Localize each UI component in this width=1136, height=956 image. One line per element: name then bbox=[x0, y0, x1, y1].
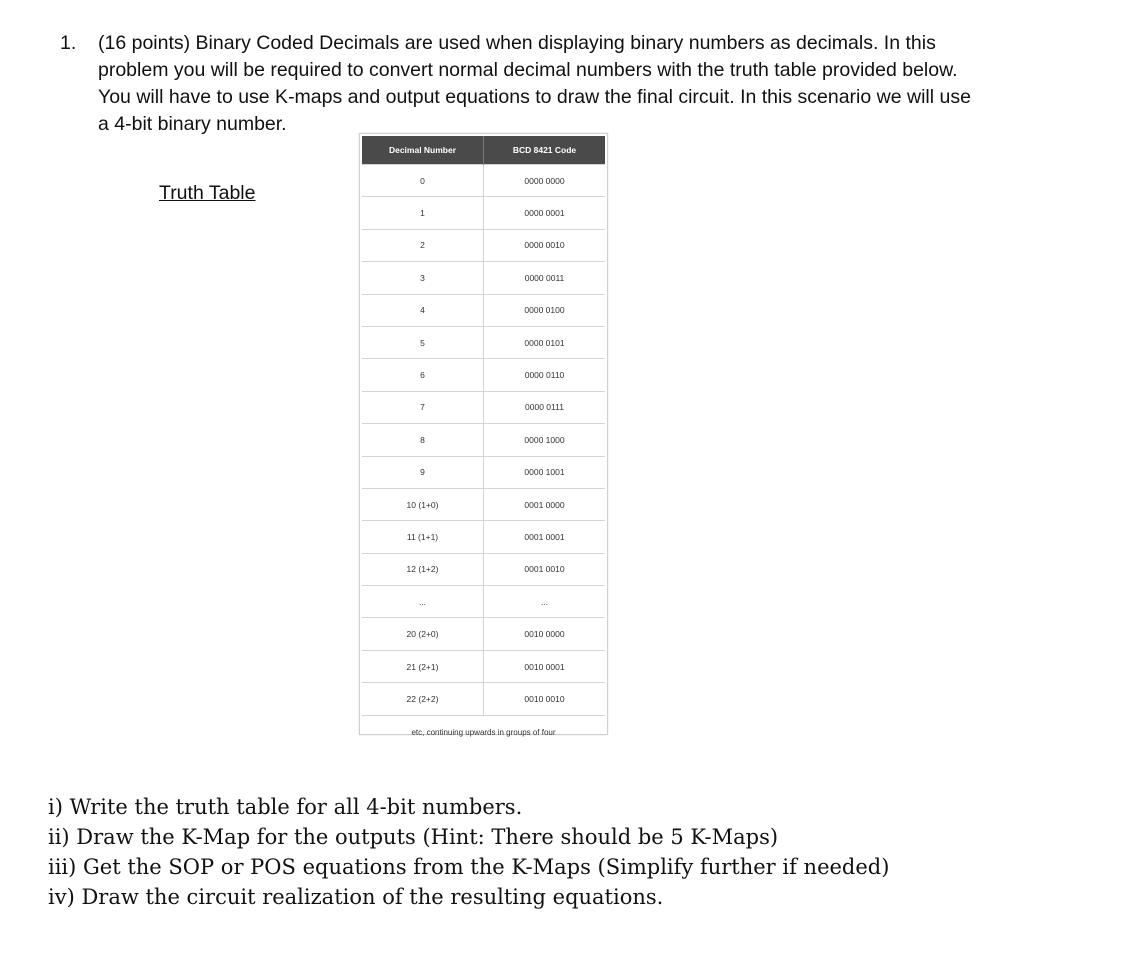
problem-line: (16 points) Binary Coded Decimals are used when displaying binary numbers as decimals. In this bbox=[98, 32, 936, 54]
table-row bbox=[362, 391, 605, 423]
decimal-cell: 21 (2+1) bbox=[362, 650, 484, 682]
table-header-row bbox=[362, 136, 605, 165]
bcd-cell: 0000 1000 bbox=[484, 424, 606, 456]
decimal-cell: 7 bbox=[362, 391, 484, 423]
task-list bbox=[48, 792, 889, 912]
decimal-cell: 6 bbox=[362, 359, 484, 391]
bcd-cell: 0010 0010 bbox=[484, 683, 606, 715]
table-row bbox=[362, 424, 605, 456]
truth-table-label: Truth Table bbox=[159, 182, 256, 204]
task-item: ii) Draw the K-Map for the outputs (Hint: There should be 5 K-Maps) bbox=[48, 825, 779, 849]
bcd-cell: 0000 0011 bbox=[484, 262, 606, 294]
bcd-cell: 0010 0000 bbox=[484, 618, 606, 650]
bcd-cell: 0000 0100 bbox=[484, 294, 606, 326]
task-item: iv) Draw the circuit realization of the resulting equations. bbox=[48, 885, 664, 909]
problem-body bbox=[98, 30, 1098, 138]
decimal-cell: 20 (2+0) bbox=[362, 618, 484, 650]
decimal-cell: 2 bbox=[362, 229, 484, 261]
bcd-table-figure bbox=[359, 133, 608, 735]
table-row bbox=[362, 294, 605, 326]
decimal-cell: 0 bbox=[362, 165, 484, 197]
bcd-cell: 0010 0001 bbox=[484, 650, 606, 682]
table-row bbox=[362, 229, 605, 261]
bcd-cell: 0001 0010 bbox=[484, 553, 606, 585]
decimal-cell: 4 bbox=[362, 294, 484, 326]
decimal-cell: 1 bbox=[362, 197, 484, 229]
header-bcd-code: BCD 8421 Code bbox=[484, 136, 606, 165]
bcd-cell: 0001 0000 bbox=[484, 488, 606, 520]
table-row bbox=[362, 197, 605, 229]
problem-number: 1. bbox=[60, 32, 77, 54]
problem-line: You will have to use K-maps and output equations to draw the final circuit. In this scenario we will use bbox=[98, 86, 971, 108]
bcd-cell: 0000 0110 bbox=[484, 359, 606, 391]
decimal-cell: 5 bbox=[362, 326, 484, 358]
bcd-cell: 0000 0010 bbox=[484, 229, 606, 261]
bcd-cell: 0000 0000 bbox=[484, 165, 606, 197]
decimal-cell: ... bbox=[362, 586, 484, 618]
decimal-cell: 22 (2+2) bbox=[362, 683, 484, 715]
bcd-cell: 0000 0101 bbox=[484, 326, 606, 358]
bcd-cell: 0000 1001 bbox=[484, 456, 606, 488]
table-row bbox=[362, 586, 605, 618]
table-row bbox=[362, 456, 605, 488]
table-row bbox=[362, 683, 605, 715]
problem-line: a 4-bit binary number. bbox=[98, 113, 287, 135]
task-item: iii) Get the SOP or POS equations from the K-Maps (Simplify further if needed) bbox=[48, 855, 890, 879]
header-decimal-number: Decimal Number bbox=[362, 136, 484, 165]
table-row bbox=[362, 262, 605, 294]
bcd-cell: 0000 0001 bbox=[484, 197, 606, 229]
bcd-cell: 0000 0111 bbox=[484, 391, 606, 423]
bcd-table bbox=[362, 136, 605, 715]
problem-line: problem you will be required to convert normal decimal numbers with the truth table provided below. bbox=[98, 59, 958, 81]
table-row bbox=[362, 650, 605, 682]
bcd-cell: ... bbox=[484, 586, 606, 618]
table-row bbox=[362, 618, 605, 650]
table-row bbox=[362, 326, 605, 358]
decimal-cell: 8 bbox=[362, 424, 484, 456]
table-row bbox=[362, 359, 605, 391]
bcd-cell: 0001 0001 bbox=[484, 521, 606, 553]
table-row bbox=[362, 553, 605, 585]
table-note: etc, continuing upwards in groups of four bbox=[362, 715, 605, 748]
decimal-cell: 11 (1+1) bbox=[362, 521, 484, 553]
decimal-cell: 12 (1+2) bbox=[362, 553, 484, 585]
table-row bbox=[362, 165, 605, 197]
decimal-cell: 9 bbox=[362, 456, 484, 488]
task-item: i) Write the truth table for all 4-bit numbers. bbox=[48, 795, 523, 819]
decimal-cell: 3 bbox=[362, 262, 484, 294]
decimal-cell: 10 (1+0) bbox=[362, 488, 484, 520]
table-row bbox=[362, 488, 605, 520]
table-row bbox=[362, 521, 605, 553]
